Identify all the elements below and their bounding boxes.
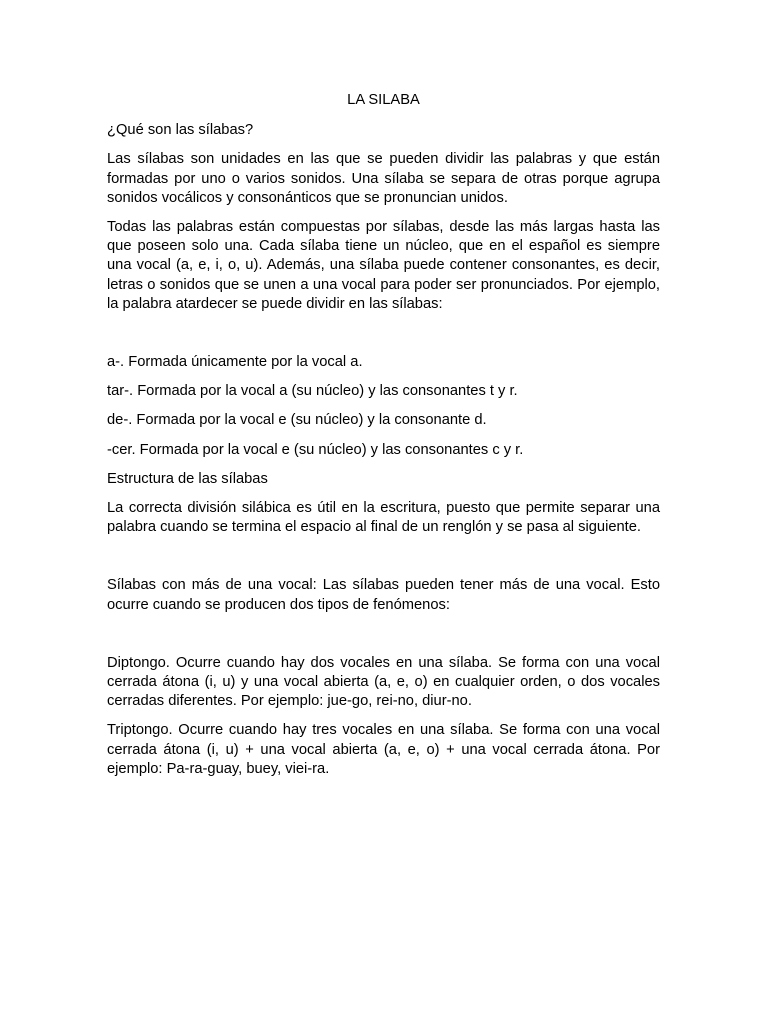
question-heading: ¿Qué son las sílabas? [107, 122, 254, 139]
paragraph-division: La correcta división silábica es útil en la escritura, puesto que permite separar una palabra cuando se termina el espacio al final de un renglón y se pasa al siguiente. [107, 500, 660, 536]
syllable-item-tar: tar-. Formada por la vocal a (su núcleo) y las consonantes t y r. [107, 383, 518, 400]
syllable-item-de: de-. Formada por la vocal e (su núcleo) y la consonante d. [107, 412, 487, 429]
syllable-item-cer: -cer. Formada por la vocal e (su núcleo) y las consonantes c y r. [107, 441, 524, 458]
syllable-item-a: a-. Formada únicamente por la vocal a. [107, 354, 363, 371]
blank-line [107, 324, 660, 353]
blank-line [107, 625, 660, 654]
blank-line [107, 547, 660, 576]
section-heading-structure: Estructura de las sílabas [107, 470, 268, 487]
document-page [107, 90, 660, 789]
paragraph-triphthong: Triptongo. Ocurre cuando hay tres vocales en una sílaba. Se forma con una vocal cerrada átona (i, u) + una vocal abierta (a, e, o) + una vocal cerrada átona. Por ejemplo: Pa-ra-guay, buey, viei-ra. [107, 722, 660, 777]
paragraph-nucleus: Todas las palabras están compuestas por sílabas, desde las más largas hasta las que poseen solo una. Cada sílaba tiene un núcleo, que en el español es siempre una vocal (a, e, i, o, u). Además, una sílaba puede contener consonantes, es decir, letras o sonidos que se unen a una vocal para poder ser pronunciados. Por ejemplo, la palabra atardecer se puede dividir en las sílabas: [107, 219, 660, 312]
document-title: LA SILABA [347, 92, 420, 108]
paragraph-multiple-vowels: Sílabas con más de una vocal: Las sílabas pueden tener más de una vocal. Esto ocurre cuando se producen dos tipos de fenómenos: [107, 577, 660, 613]
paragraph-definition: Las sílabas son unidades en las que se pueden dividir las palabras y que están formadas por uno o varios sonidos. Una sílaba se separa de otras porque agrupa sonidos vocálicos y consonánticos que se pronuncian unidos. [107, 151, 660, 206]
paragraph-diphthong: Diptongo. Ocurre cuando hay dos vocales en una sílaba. Se forma con una vocal cerrada átona (i, u) y una vocal abierta (a, e, o) en cualquier orden, o dos vocales cerradas diferentes. Por ejemplo: jue-go, rei-no, diur-no. [107, 654, 660, 710]
